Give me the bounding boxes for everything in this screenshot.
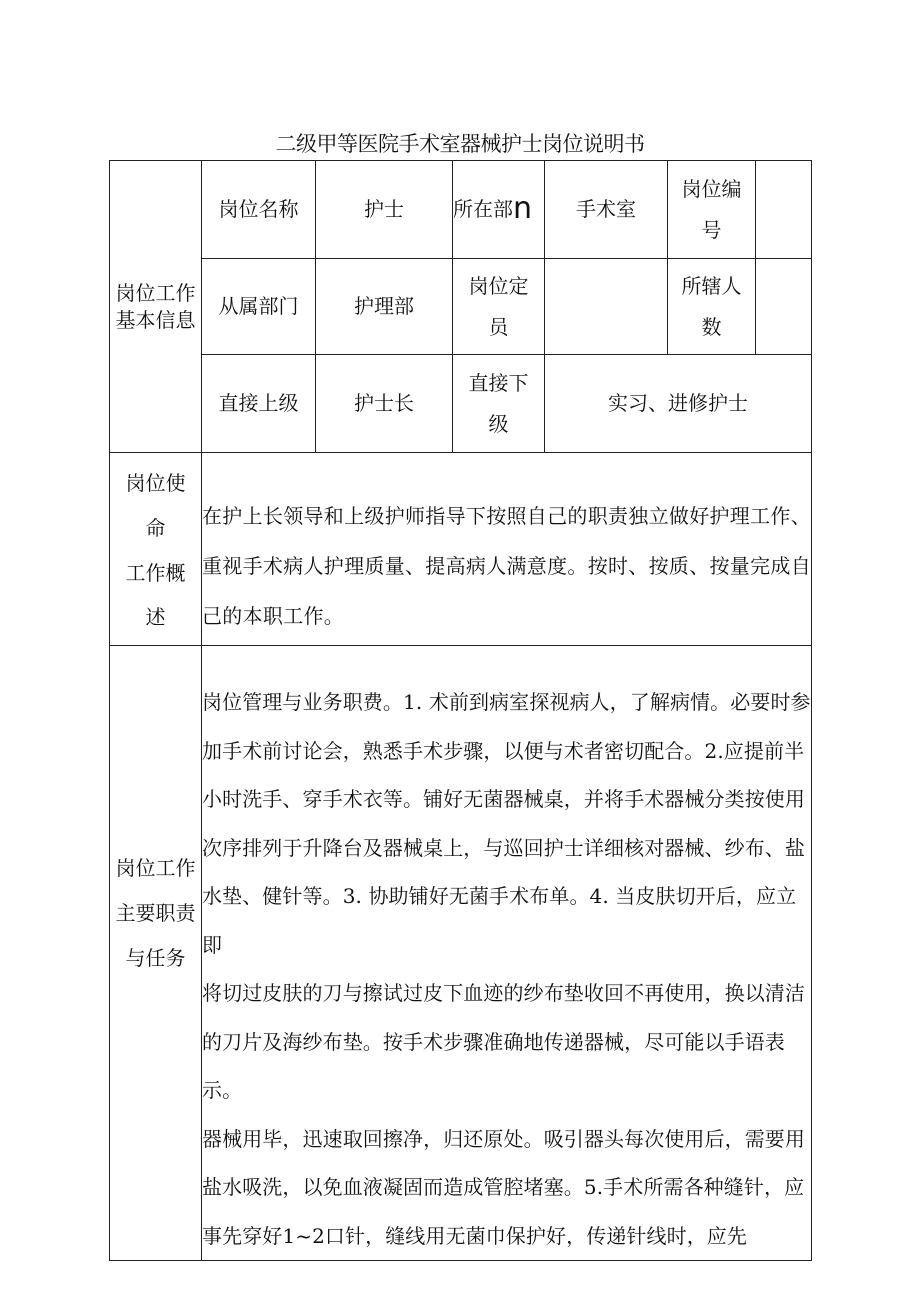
subordinate-count-label-line-1: 所辖人 [681, 273, 742, 298]
duties-label-line-3: 与任务 [125, 946, 186, 970]
mission-description [202, 453, 812, 646]
duties-text-line: 岗位管理与业务职费。1. 术前到病室探视病人，了解病情。必要时参 [202, 690, 811, 714]
belong-department-label: 从属部门 [202, 259, 316, 355]
mission-label-line-1: 岗位使 [125, 471, 186, 495]
mission-label-line-4: 述 [145, 605, 166, 625]
position-code-value [756, 161, 812, 259]
department-label-text: 所在部 [453, 197, 513, 221]
department-label [453, 161, 545, 259]
mission-text-line: 在护上长领导和上级护师指导下按照自己的职责独立做好护理工作、 [202, 504, 811, 528]
duties-description [202, 646, 812, 1261]
direct-subordinate-label [453, 355, 545, 453]
position-code-label-line-2: 号 [701, 217, 722, 242]
mission-text-line: 己的本职工作。 [202, 604, 345, 628]
department-value: 手术室 [545, 161, 668, 259]
duties-text-line: 次序排列于升降台及器械桌上，与巡回护士详细核对器械、纱布、盐 [202, 835, 805, 860]
department-label-tail: n [513, 191, 533, 226]
position-name-value: 护士 [316, 161, 453, 259]
staff-quota-value [545, 259, 668, 355]
staff-quota-label-line-2: 员 [488, 314, 509, 339]
mission-section-label [110, 453, 202, 646]
direct-superior-label: 直接上级 [202, 355, 316, 453]
mission-label-line-2: 命 [145, 516, 166, 540]
duties-text-line: 盐水吸洗，以免血液凝固而造成管腔堵塞。5.手术所需各种缝针，应 [202, 1175, 805, 1199]
duties-text-line: 器械用毕，迅速取回擦净，归还原处。吸引器头每次使用后，需要用 [202, 1126, 805, 1151]
direct-subordinate-value: 实习、进修护士 [545, 355, 812, 453]
basic-info-label-line-2: 基本信息 [115, 307, 196, 332]
subordinate-count-label [668, 259, 756, 355]
staff-quota-label [453, 259, 545, 355]
position-name-label: 岗位名称 [202, 161, 316, 259]
basic-info-label-line-1: 岗位工作 [115, 280, 196, 305]
job-description-table [109, 160, 812, 1261]
direct-superior-value: 护士长 [316, 355, 453, 453]
duties-text-line: 加手术前讨论会，熟悉手术步骤，以便与术者密切配合。2.应提前半 [202, 738, 805, 763]
duties-text-line: 水垫、健针等。3. 协助铺好无菌手术布单。4. 当皮肤切开后，应立即 [202, 884, 797, 957]
duties-text-line: 的刀片及海纱布垫。按手术步骤准确地传递器械，尽可能以手语表示。 [202, 1029, 785, 1102]
direct-subordinate-label-line-2: 级 [488, 411, 509, 436]
belong-department-value: 护理部 [316, 259, 453, 355]
mission-text-line: 重视手术病人护理质量、提高病人满意度。按时、按质、按量完成自 [202, 554, 811, 578]
duties-text-line: 小时洗手、穿手术衣等。铺好无菌器械桌，并将手术器械分类按使用 [202, 787, 805, 811]
document-title: 二级甲等医院手术室器械护士岗位说明书 [275, 132, 645, 156]
basic-info-section-label [110, 161, 202, 453]
position-code-label [668, 161, 756, 259]
duties-text-line: 事先穿好1~2口针，缝线用无菌巾保护好，传递针线时，应先 [202, 1223, 748, 1248]
duties-section-label [110, 646, 202, 1261]
duties-label-line-1: 岗位工作 [115, 856, 196, 880]
mission-label-line-3: 工作概 [125, 561, 186, 585]
subordinate-count-label-line-2: 数 [701, 314, 722, 339]
duties-text-line: 将切过皮肤的刀与擦试过皮下血迹的纱布垫收回不再使用，换以清洁 [202, 981, 805, 1005]
duties-label-line-2: 主要职责 [115, 901, 196, 925]
direct-subordinate-label-line-1: 直接下 [468, 370, 529, 395]
position-code-label-line-1: 岗位编 [681, 176, 742, 201]
subordinate-count-value [756, 259, 812, 355]
staff-quota-label-line-1: 岗位定 [468, 273, 529, 298]
